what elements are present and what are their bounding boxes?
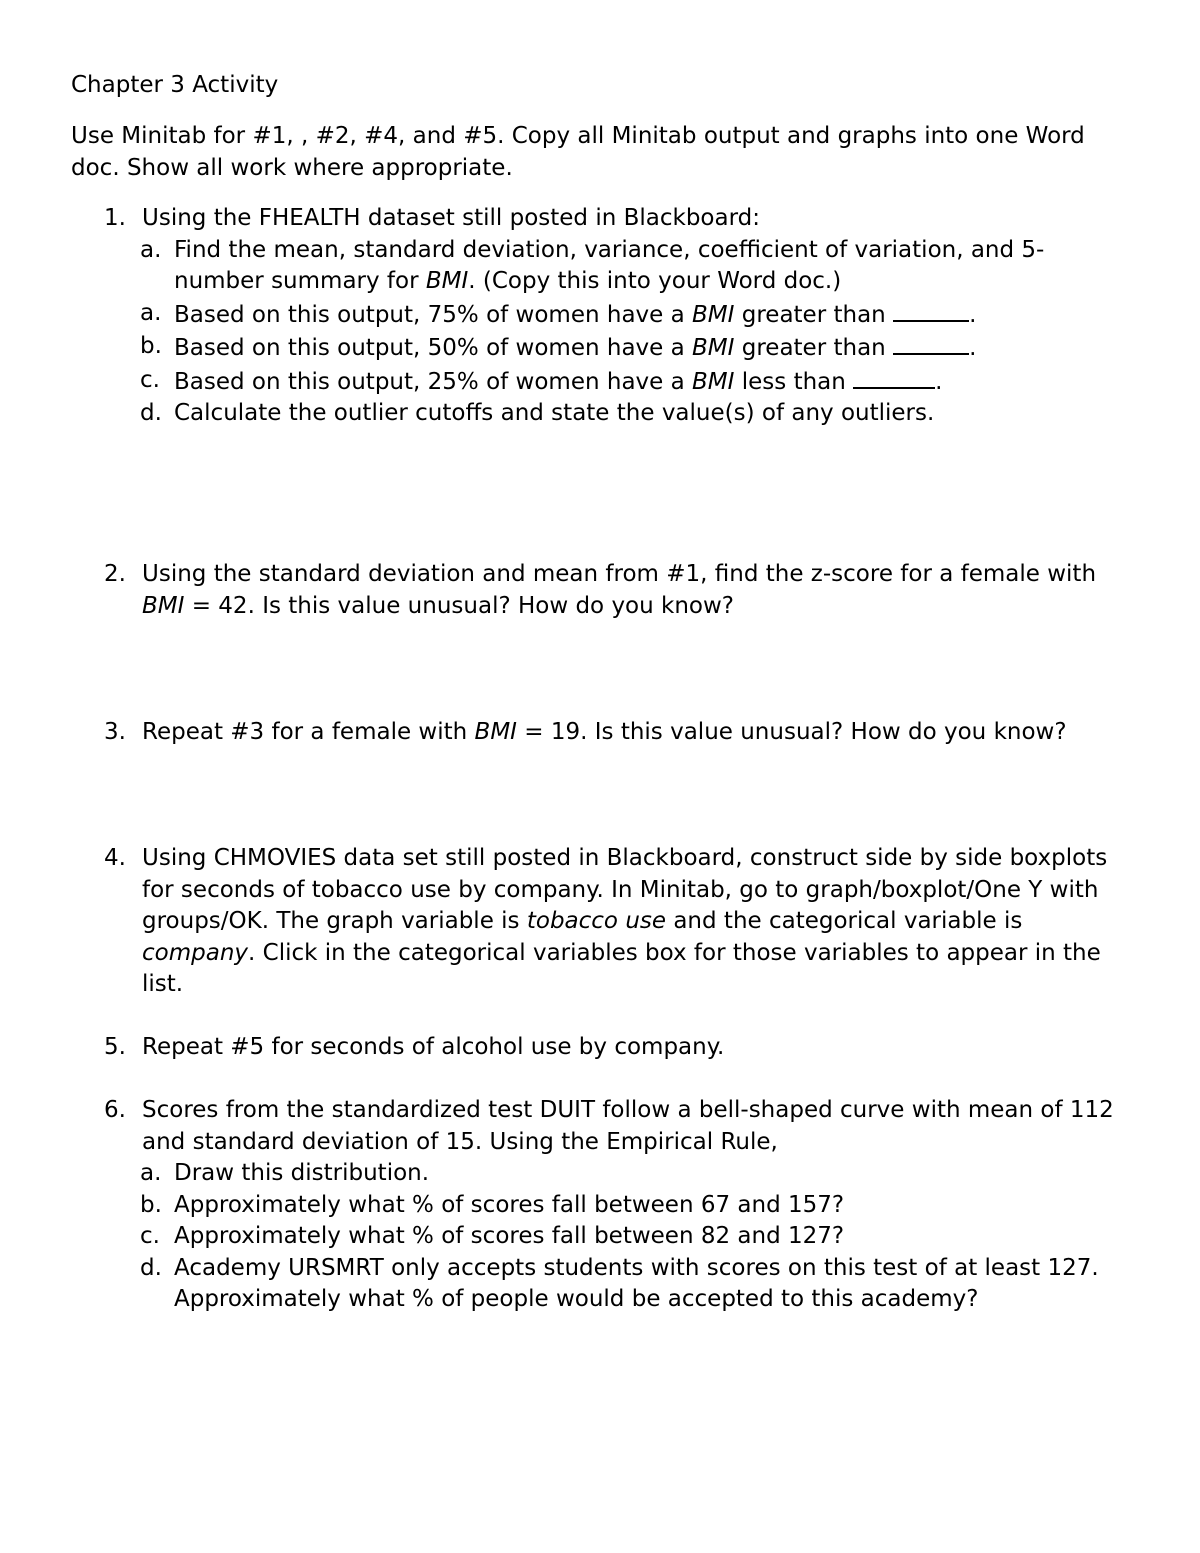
question-2	[104, 559, 1134, 622]
answer-blank[interactable]	[893, 331, 969, 355]
item-label: a.	[140, 236, 162, 263]
question-text: Repeat #3 for a female with BMI = 19. Is this value unusual? How do you know?	[142, 719, 1067, 745]
question-1a2-item: a. Based on this output, 75% of women have a BMI greater than .	[140, 299, 977, 328]
bmi-term: BMI	[474, 719, 517, 745]
question-text: Scores from the standardized test DUIT follow a bell-shaped curve with mean of 112 and standard deviation of 15. Using the Empirical Rule,	[142, 1097, 1114, 1155]
bmi-term: BMI	[692, 368, 735, 395]
question-text: Using the FHEALTH dataset still posted in Blackboard:	[142, 205, 761, 231]
question-number: 2.	[104, 561, 126, 587]
item-label: c.	[140, 366, 160, 393]
question-text: Repeat #5 for seconds of alcohol use by company.	[142, 1034, 725, 1060]
question-number: 4.	[104, 845, 126, 871]
question-1	[104, 203, 1134, 430]
question-1b-item: b. Based on this output, 50% of women have a BMI greater than .	[140, 333, 977, 361]
bmi-term: BMI	[425, 268, 469, 294]
question-text: Using the standard deviation and mean from #1, find the z-score for a female with BMI = 42. Is this value unusual? How do you know?	[142, 561, 1097, 619]
categorical-variable-term: company	[142, 939, 249, 966]
question-6b-item: b. Approximately what % of scores fall between 67 and 157?	[142, 1190, 1134, 1222]
item-label: c.	[140, 1223, 160, 1249]
question-number: 6.	[104, 1097, 126, 1123]
question-6a-item: a. Draw this distribution.	[142, 1158, 1134, 1190]
answer-blank[interactable]	[853, 365, 935, 389]
bmi-term: BMI	[692, 301, 735, 328]
question-1c-item: c. Based on this output, 25% of women have a BMI less than .	[140, 366, 943, 395]
question-1d-item: d. Calculate the outlier cutoffs and state the value(s) of any outliers.	[142, 398, 1134, 430]
question-number: 1.	[104, 205, 126, 231]
question-number: 5.	[104, 1034, 126, 1060]
item-label: b.	[140, 333, 162, 359]
question-4	[104, 843, 1134, 1001]
item-label: b.	[140, 1191, 162, 1218]
item-label: a.	[140, 299, 162, 326]
page-title: Chapter 3 Activity	[71, 72, 279, 98]
intro-paragraph: Use Minitab for #1, , #2, #4, and #5. Copy all Minitab output and graphs into one Word doc. Show all work where appropriate.	[71, 123, 1085, 181]
question-6d-item: d. Academy URSMRT only accepts students with scores on this test of at least 127. Approximately what % of people would be accepted to this academy?	[140, 1254, 1099, 1312]
answer-blank[interactable]	[893, 298, 969, 322]
bmi-term: BMI	[142, 592, 185, 619]
question-6	[104, 1095, 1134, 1316]
bmi-term: BMI	[692, 335, 735, 361]
item-label: d.	[140, 1254, 162, 1281]
question-3	[104, 717, 1134, 749]
item-label: d.	[140, 400, 162, 426]
question-number: 3.	[104, 719, 126, 745]
question-6c-item: c. Approximately what % of scores fall between 82 and 127?	[142, 1221, 1134, 1253]
item-label: a.	[140, 1160, 162, 1186]
question-5	[104, 1032, 1134, 1064]
question-text: Using CHMOVIES data set still posted in Blackboard, construct side by side boxplots for seconds of tobacco use by company. In Minitab, go to graph/boxplot/One Y with groups/OK. The graph variable is tobacco use and the categorical variable is company. Click in the categorical variables box for those variables to appear in the list.	[142, 845, 1108, 997]
question-1a-item: a. Find the mean, standard deviation, variance, coefficient of variation, and 5-number summary for BMI. (Copy this into your Word doc.)	[140, 236, 1045, 294]
graph-variable-term: tobacco use	[526, 908, 667, 934]
